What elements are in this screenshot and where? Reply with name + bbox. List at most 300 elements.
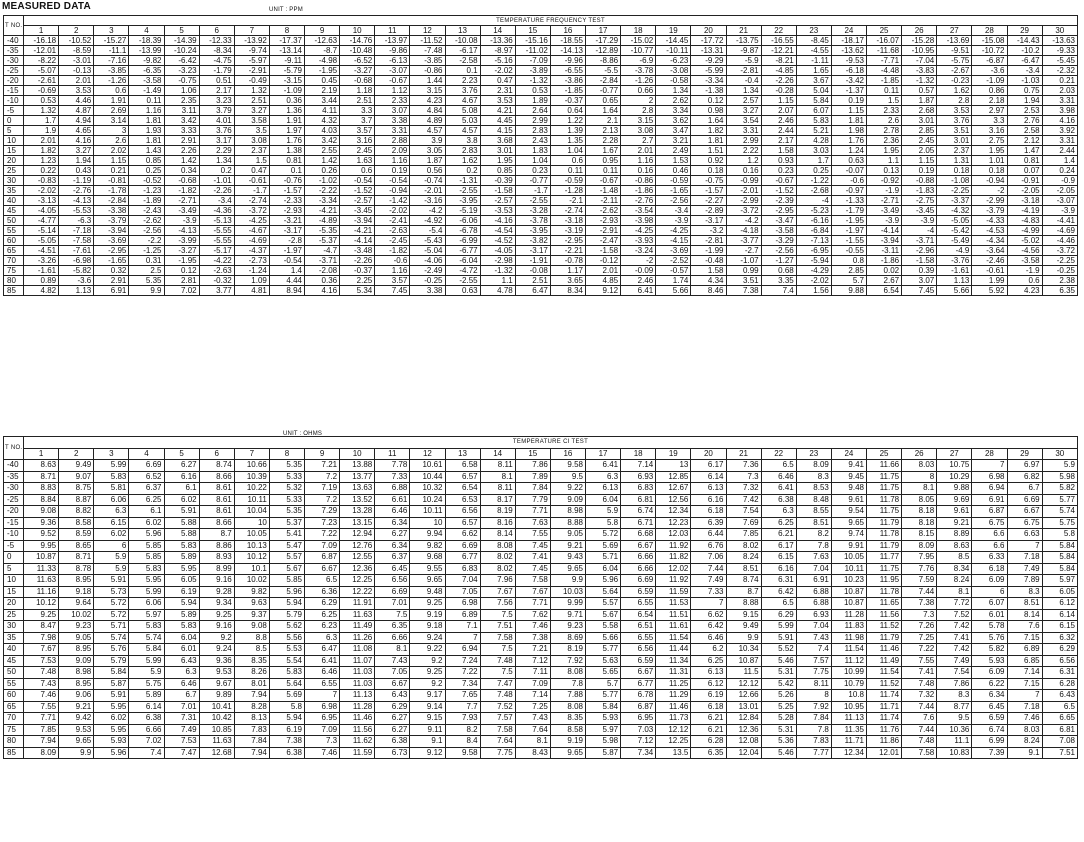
data-cell: 3.8	[445, 136, 480, 146]
data-cell: 5.75	[129, 678, 164, 690]
data-cell: 6.19	[164, 586, 199, 598]
data-cell: -0.59	[656, 176, 691, 186]
data-cell: 11.78	[867, 586, 902, 598]
data-cell: 3.57	[340, 126, 375, 136]
data-cell: 3.76	[445, 86, 480, 96]
data-cell: -14.45	[656, 36, 691, 46]
table-row	[4, 176, 1078, 186]
data-cell: -2.1	[550, 196, 585, 206]
data-cell: 6.89	[445, 609, 480, 621]
data-cell: 6.29	[375, 701, 410, 713]
data-cell: 6.35	[375, 621, 410, 633]
data-cell: 8.47	[24, 621, 59, 633]
data-cell: 5.88	[164, 529, 199, 541]
data-cell: 9.65	[831, 517, 866, 529]
data-cell: 5.91	[94, 575, 129, 587]
data-cell: 6.22	[972, 678, 1007, 690]
data-cell: -7.61	[59, 246, 94, 256]
data-cell: 13.01	[726, 701, 761, 713]
data-cell: -2.01	[410, 186, 445, 196]
data-cell: -7.48	[410, 46, 445, 56]
column-header: 12	[410, 26, 445, 36]
ppm-unit-label: UNIT : PPM	[269, 7, 303, 13]
data-cell: 0.07	[1007, 166, 1042, 176]
data-cell: 9.65	[550, 747, 585, 759]
data-cell: -3.07	[375, 66, 410, 76]
data-cell: 5.89	[129, 690, 164, 702]
data-cell: 9.25	[410, 598, 445, 610]
data-cell: 5.79	[269, 609, 304, 621]
data-cell: -2.68	[796, 186, 831, 196]
data-cell: 2.99	[515, 116, 550, 126]
data-cell: 6.39	[691, 517, 726, 529]
data-cell: -11.02	[515, 46, 550, 56]
table-row	[4, 701, 1078, 713]
data-cell: 7	[1007, 540, 1042, 552]
data-cell: 7.6	[902, 713, 937, 725]
data-cell: 2.33	[867, 106, 902, 116]
column-header: 1	[24, 26, 59, 36]
data-cell: 7.84	[515, 483, 550, 495]
data-cell: 1.7	[796, 156, 831, 166]
data-cell: -0.86	[410, 66, 445, 76]
column-header: 6	[199, 448, 234, 460]
data-cell: -14.76	[340, 36, 375, 46]
table-row	[4, 713, 1078, 725]
column-header: 19	[656, 26, 691, 36]
data-cell: 2.67	[867, 276, 902, 286]
row-temperature-label: 30	[4, 176, 24, 186]
table-row	[4, 76, 1078, 86]
data-cell: 1.1	[867, 156, 902, 166]
data-cell: 7.36	[726, 460, 761, 472]
data-cell: 7.58	[515, 575, 550, 587]
data-cell: 9.58	[445, 747, 480, 759]
data-cell: 0.34	[164, 166, 199, 176]
column-header: 18	[621, 448, 656, 460]
data-cell: 6.15	[1042, 621, 1077, 633]
data-cell: 6.45	[375, 563, 410, 575]
data-cell: 7.92	[796, 701, 831, 713]
data-cell: 9.5	[550, 471, 585, 483]
data-cell: -4.2	[410, 206, 445, 216]
data-cell: 10.05	[234, 529, 269, 541]
data-cell: 9.88	[831, 286, 866, 296]
data-cell: 2.88	[375, 136, 410, 146]
data-cell: 11.92	[656, 575, 691, 587]
data-cell: 10.95	[831, 701, 866, 713]
data-cell: -4.72	[445, 266, 480, 276]
data-cell: 6.83	[445, 563, 480, 575]
data-cell: 7.04	[796, 563, 831, 575]
data-cell: -0.4	[726, 76, 761, 86]
data-cell: -12.21	[761, 46, 796, 56]
data-cell: 0.85	[480, 166, 515, 176]
data-cell: 9.9	[726, 632, 761, 644]
data-cell: 6.74	[972, 724, 1007, 736]
data-cell: 2.44	[761, 126, 796, 136]
data-cell: 8.61	[199, 483, 234, 495]
column-header: 9	[305, 448, 340, 460]
data-cell: 2.31	[480, 86, 515, 96]
data-cell: 1.83	[515, 146, 550, 156]
data-cell: 5.85	[129, 540, 164, 552]
data-cell: 9.95	[24, 540, 59, 552]
data-cell: 9.67	[199, 678, 234, 690]
data-cell: 7.57	[480, 713, 515, 725]
table-caption: TEMPERATURE CI TEST	[24, 437, 1078, 449]
data-cell: 10.34	[726, 644, 761, 656]
data-cell: 9.12	[410, 747, 445, 759]
data-cell: 1.43	[129, 146, 164, 156]
data-cell: 7.2	[305, 494, 340, 506]
corner-cell: T NO.	[4, 16, 24, 36]
data-cell: -4.34	[972, 236, 1007, 246]
data-cell: -3.01	[59, 56, 94, 66]
table-row	[4, 146, 1078, 156]
data-cell: -2.02	[24, 186, 59, 196]
data-cell: 6.28	[1042, 678, 1077, 690]
data-cell: 7.49	[691, 575, 726, 587]
data-cell: 2.51	[515, 276, 550, 286]
data-cell: 10.02	[59, 609, 94, 621]
data-cell: -4.2	[726, 216, 761, 226]
column-header: 28	[972, 26, 1007, 36]
data-cell: 11.59	[340, 747, 375, 759]
data-cell: 6.21	[691, 713, 726, 725]
data-cell: -15.27	[94, 36, 129, 46]
data-cell: 8.98	[59, 667, 94, 679]
data-cell: 6.18	[691, 506, 726, 518]
data-cell: 8.69	[550, 632, 585, 644]
data-cell: 6.46	[305, 667, 340, 679]
data-cell: 7.05	[375, 667, 410, 679]
data-cell: -0.12	[586, 256, 621, 266]
data-cell: 7.29	[305, 506, 340, 518]
data-cell: -2.63	[375, 226, 410, 236]
data-cell: 5.99	[129, 655, 164, 667]
data-cell: -3.17	[515, 246, 550, 256]
data-cell: 5.69	[586, 540, 621, 552]
data-cell: 5.84	[1042, 552, 1077, 564]
data-cell: -6.9	[621, 56, 656, 66]
data-cell: 2.1	[586, 116, 621, 126]
data-cell: 6.56	[1042, 655, 1077, 667]
data-cell: 3.62	[656, 116, 691, 126]
data-cell: 3.76	[199, 126, 234, 136]
data-cell: -3.48	[340, 246, 375, 256]
data-cell: 0.63	[445, 286, 480, 296]
data-cell: 3.38	[375, 116, 410, 126]
data-cell: -6.84	[796, 226, 831, 236]
data-cell: -2.93	[586, 216, 621, 226]
data-cell: -3.42	[831, 76, 866, 86]
data-cell: 5.28	[761, 713, 796, 725]
data-cell: 4.84	[410, 106, 445, 116]
data-cell: -2.89	[691, 206, 726, 216]
data-cell: 6.27	[375, 724, 410, 736]
row-temperature-label: 70	[4, 713, 24, 725]
data-cell: -6.16	[796, 216, 831, 226]
data-cell: 8.1	[515, 736, 550, 748]
data-cell: -0.59	[550, 176, 585, 186]
data-cell: 5.88	[164, 517, 199, 529]
data-cell: -4.16	[480, 216, 515, 226]
data-cell: 7.46	[1007, 713, 1042, 725]
data-cell: -3.93	[621, 236, 656, 246]
data-cell: -2	[621, 256, 656, 266]
data-cell: 8.71	[59, 552, 94, 564]
data-cell: 5.62	[269, 621, 304, 633]
data-cell: 2.6	[94, 136, 129, 146]
data-cell: -6.47	[1007, 56, 1042, 66]
data-cell: 7.38	[269, 736, 304, 748]
data-cell: 1.89	[515, 96, 550, 106]
data-cell: -3.53	[480, 206, 515, 216]
data-cell: -4.99	[1007, 226, 1042, 236]
data-cell: 8.87	[59, 494, 94, 506]
data-cell: 7.64	[480, 736, 515, 748]
row-temperature-label: -30	[4, 56, 24, 66]
column-header: 28	[972, 448, 1007, 460]
data-cell: 8.02	[726, 540, 761, 552]
data-cell: 5.73	[94, 586, 129, 598]
data-cell: 1.04	[515, 156, 550, 166]
data-cell: 13.63	[340, 483, 375, 495]
data-cell: 5.97	[586, 724, 621, 736]
data-cell: 9.94	[410, 529, 445, 541]
data-cell: 11.03	[340, 667, 375, 679]
data-cell: 5.41	[269, 529, 304, 541]
data-cell: 7.98	[24, 632, 59, 644]
data-cell: 6.3	[761, 506, 796, 518]
data-cell: -7.71	[867, 56, 902, 66]
data-cell: 1.5	[234, 156, 269, 166]
data-cell: -14.43	[1007, 36, 1042, 46]
data-cell: 9.19	[550, 736, 585, 748]
data-cell: 6.98	[305, 701, 340, 713]
data-cell: 3.15	[410, 86, 445, 96]
data-cell: 8.83	[24, 483, 59, 495]
data-cell: -9.29	[691, 56, 726, 66]
data-cell: -0.57	[656, 266, 691, 276]
data-cell: 8.14	[1007, 609, 1042, 621]
data-cell: 9.36	[199, 655, 234, 667]
data-cell: -13.97	[375, 36, 410, 46]
data-cell: 5.91	[94, 690, 129, 702]
data-cell: -4.69	[1042, 226, 1077, 236]
data-cell: 5.52	[761, 644, 796, 656]
data-cell: 2.58	[1007, 126, 1042, 136]
data-cell: 11.44	[656, 644, 691, 656]
data-cell: 8.99	[199, 563, 234, 575]
data-cell: 7.94	[24, 736, 59, 748]
data-cell: -3.49	[867, 206, 902, 216]
data-cell: -9.33	[1042, 46, 1077, 56]
data-cell: -8.7	[305, 46, 340, 56]
data-cell: 6.31	[761, 575, 796, 587]
data-cell: 10.87	[831, 598, 866, 610]
data-cell: 0.19	[902, 166, 937, 176]
data-cell: 3.01	[937, 136, 972, 146]
data-cell: -3.9	[164, 216, 199, 226]
data-cell: 8.1	[902, 483, 937, 495]
data-cell: 11.63	[24, 575, 59, 587]
data-cell: 8.7	[726, 586, 761, 598]
table-row	[4, 216, 1078, 226]
data-cell: 6.18	[972, 563, 1007, 575]
data-cell: -0.67	[761, 176, 796, 186]
data-cell: 3.51	[937, 126, 972, 136]
data-cell: 5.58	[586, 621, 621, 633]
data-cell: -5.97	[234, 56, 269, 66]
data-cell: -4.13	[164, 226, 199, 236]
data-cell: -15.16	[515, 36, 550, 46]
data-cell: 5.84	[129, 644, 164, 656]
column-header: 23	[796, 448, 831, 460]
data-cell: 1.7	[24, 116, 59, 126]
data-cell: 1.17	[550, 266, 585, 276]
data-cell: 6.5	[1042, 701, 1077, 713]
data-cell: 0.45	[305, 76, 340, 86]
data-cell: -1.79	[831, 206, 866, 216]
data-cell: 9.17	[410, 690, 445, 702]
data-cell: -0.54	[340, 176, 375, 186]
data-cell: 5.95	[164, 563, 199, 575]
data-cell: 1.42	[164, 156, 199, 166]
data-cell: 7.44	[902, 724, 937, 736]
data-cell: 1.64	[691, 116, 726, 126]
data-cell: 1.87	[902, 96, 937, 106]
data-cell: 9.09	[59, 655, 94, 667]
data-cell: -9.53	[831, 56, 866, 66]
data-cell: 3.21	[656, 136, 691, 146]
data-cell: -6.13	[375, 56, 410, 66]
data-cell: -3.85	[94, 66, 129, 76]
data-cell: -1.86	[867, 256, 902, 266]
data-cell: 0.36	[305, 276, 340, 286]
data-cell: 7.09	[305, 540, 340, 552]
data-cell: 5.63	[586, 655, 621, 667]
data-cell: 6.19	[269, 724, 304, 736]
column-header: 12	[410, 448, 445, 460]
data-cell: 9.65	[59, 736, 94, 748]
data-cell: 7.2	[305, 471, 340, 483]
data-cell: 0.16	[621, 166, 656, 176]
data-cell: 9.53	[59, 724, 94, 736]
data-cell: 6.3	[94, 506, 129, 518]
data-cell: -1.58	[480, 186, 515, 196]
data-cell: 1.58	[691, 266, 726, 276]
data-cell: -2.76	[59, 186, 94, 196]
data-cell: 5.03	[445, 116, 480, 126]
data-cell: 0.63	[831, 156, 866, 166]
data-cell: -1.49	[129, 86, 164, 96]
ci-test-table-wrapper	[3, 436, 1078, 839]
data-cell: -2.71	[164, 196, 199, 206]
data-cell: 2.51	[340, 96, 375, 106]
data-cell: 6.69	[375, 586, 410, 598]
row-temperature-label: 20	[4, 156, 24, 166]
data-cell: 9.41	[831, 460, 866, 472]
data-cell: -3.45	[340, 206, 375, 216]
data-cell: 4.23	[1007, 286, 1042, 296]
data-cell: 6.07	[796, 106, 831, 116]
data-cell: 10.03	[550, 586, 585, 598]
data-cell: 7.49	[937, 655, 972, 667]
data-cell: 6.38	[269, 747, 304, 759]
data-cell: -4.89	[305, 216, 340, 226]
data-cell: 6.56	[445, 506, 480, 518]
data-cell: 5.89	[164, 609, 199, 621]
data-cell: -0.86	[621, 176, 656, 186]
data-cell: 5.91	[761, 632, 796, 644]
data-cell: 2.99	[726, 136, 761, 146]
data-cell: -13.69	[937, 36, 972, 46]
data-cell: 8.88	[726, 598, 761, 610]
data-cell: -3.29	[761, 236, 796, 246]
data-cell: 0.25	[129, 166, 164, 176]
data-cell: 12.76	[340, 540, 375, 552]
data-cell: 7.43	[375, 655, 410, 667]
data-cell: 9.43	[550, 552, 585, 564]
data-cell: 4.65	[59, 126, 94, 136]
data-cell: -17.72	[691, 36, 726, 46]
data-cell: 10.87	[831, 586, 866, 598]
data-cell: -3.95	[515, 226, 550, 236]
data-cell: 1.64	[586, 106, 621, 116]
data-cell: -3.21	[269, 216, 304, 226]
data-cell: -4.69	[234, 236, 269, 246]
data-cell: -3.89	[515, 66, 550, 76]
data-cell: 11.86	[867, 736, 902, 748]
data-cell: 12.34	[831, 747, 866, 759]
data-cell: 9.23	[59, 621, 94, 633]
data-cell: 5.97	[129, 609, 164, 621]
row-temperature-label: -20	[4, 76, 24, 86]
data-cell: -1.95	[164, 256, 199, 266]
data-cell: -3.76	[937, 256, 972, 266]
data-cell: 6.5	[761, 460, 796, 472]
data-cell: -16.07	[867, 36, 902, 46]
data-cell: -2.05	[1007, 186, 1042, 196]
data-cell: -3.4	[656, 206, 691, 216]
data-cell: -3.9	[902, 216, 937, 226]
data-cell: 9.61	[937, 506, 972, 518]
data-cell: 4.32	[305, 116, 340, 126]
data-cell: 5.84	[586, 701, 621, 713]
data-cell: 7.42	[726, 494, 761, 506]
data-cell: 3.01	[902, 116, 937, 126]
data-cell: 6.01	[164, 644, 199, 656]
data-cell: 8.71	[24, 471, 59, 483]
data-cell: 3.07	[902, 276, 937, 286]
data-cell: 5.78	[972, 621, 1007, 633]
data-cell: 11.52	[867, 621, 902, 633]
data-cell: 12.36	[726, 724, 761, 736]
data-cell: 1.81	[691, 136, 726, 146]
data-cell: 7.76	[902, 563, 937, 575]
data-cell: 2.44	[1042, 146, 1077, 156]
data-cell: -5.04	[410, 246, 445, 256]
data-cell: 6.62	[445, 529, 480, 541]
data-cell: 11.63	[340, 609, 375, 621]
data-cell: 6.47	[515, 286, 550, 296]
column-header: 7	[234, 26, 269, 36]
data-cell: 8.34	[550, 286, 585, 296]
data-cell: 1.1	[480, 276, 515, 286]
data-cell: 1.16	[375, 156, 410, 166]
